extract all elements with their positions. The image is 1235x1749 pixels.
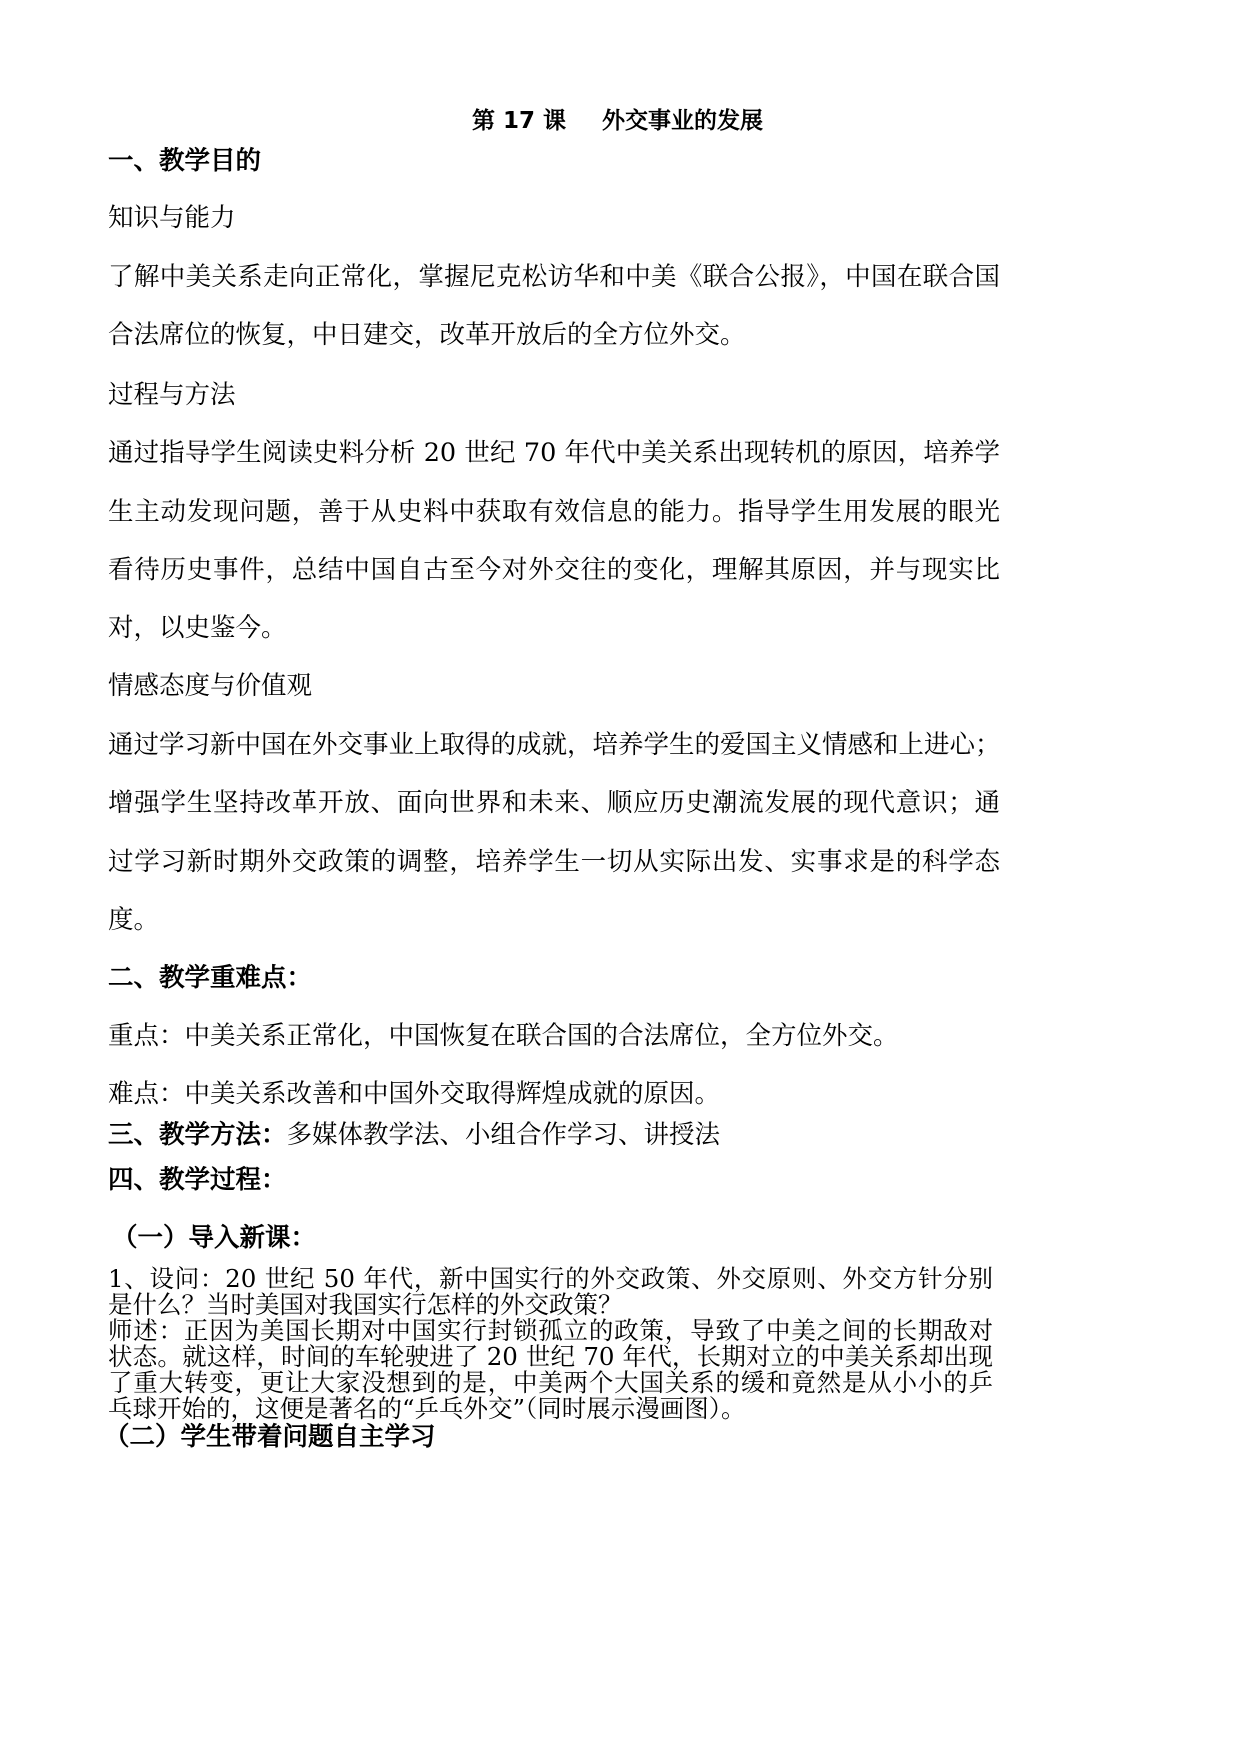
text-line: 状态。就这样，时间的车轮驶进了 20 世纪 70 年代，长期对立的中美关系却出现 (108, 1342, 993, 1371)
subsection-heading: （二）学生带着问题自主学习 (104, 1422, 436, 1452)
text-line: 乓球开始的，这便是著名的“乒乓外交”（同时展示漫画图）。 (108, 1394, 746, 1423)
subsection-heading: （一）导入新课： (112, 1223, 317, 1253)
subheading: 过程与方法 (108, 380, 236, 410)
page-title (0, 106, 1235, 136)
difficult-point: 难点：中美关系改善和中国外交取得辉煌成就的原因。 (108, 1079, 721, 1109)
text-line: 合法席位的恢复，中日建交，改革开放后的全方位外交。 (108, 320, 746, 350)
text-line: 看待历史事件，总结中国自古至今对外交往的变化，理解其原因，并与现实比 (108, 555, 1000, 585)
lesson-number: 第 17 课 (471, 108, 567, 134)
text-line: 通过学习新中国在外交事业上取得的成就，培养学生的爱国主义情感和上进心； (108, 730, 1001, 760)
section-heading: 二、教学重难点： (108, 963, 313, 993)
text-line: 度。 (108, 905, 160, 935)
text-line: 通过指导学生阅读史料分析 20 世纪 70 年代中美关系出现转机的原因，培养学 (108, 438, 1000, 468)
methods-text: 多媒体教学法、小组合作学习、讲授法 (286, 1120, 721, 1150)
section-heading: 一、教学目的 (108, 146, 262, 176)
text-line: 对，以史鉴今。 (108, 613, 287, 643)
text-line: 了解中美关系走向正常化，掌握尼克松访华和中美《联合公报》，中国在联合国 (108, 262, 1000, 292)
text-line: 过学习新时期外交政策的调整，培养学生一切从实际出发、实事求是的科学态 (108, 847, 1000, 877)
lesson-name: 外交事业的发展 (602, 108, 764, 134)
text-line: 生主动发现问题，善于从史料中获取有效信息的能力。指导学生用发展的眼光 (108, 497, 1000, 527)
text-line: 了重大转变，更让大家没想到的是，中美两个大国关系的缓和竟然是从小小的乒 (108, 1368, 993, 1397)
text-line: 增强学生坚持改革开放、面向世界和未来、顺应历史潮流发展的现代意识；通 (108, 788, 1000, 818)
section-heading: 四、教学过程： (108, 1165, 287, 1195)
section-heading: 三、教学方法： (108, 1120, 287, 1150)
text-line: 是什么？当时美国对我国实行怎样的外交政策？ (108, 1290, 623, 1319)
teaching-methods (108, 1120, 1000, 1150)
text-line: 1、设问：20 世纪 50 年代，新中国实行的外交政策、外交原则、外交方针分别 (108, 1264, 993, 1293)
text-line: 师述：正因为美国长期对中国实行封锁孤立的政策，导致了中美之间的长期敌对 (108, 1316, 993, 1345)
subheading: 情感态度与价值观 (108, 671, 313, 701)
subheading: 知识与能力 (108, 203, 236, 233)
key-point: 重点：中美关系正常化，中国恢复在联合国的合法席位，全方位外交。 (108, 1021, 899, 1051)
